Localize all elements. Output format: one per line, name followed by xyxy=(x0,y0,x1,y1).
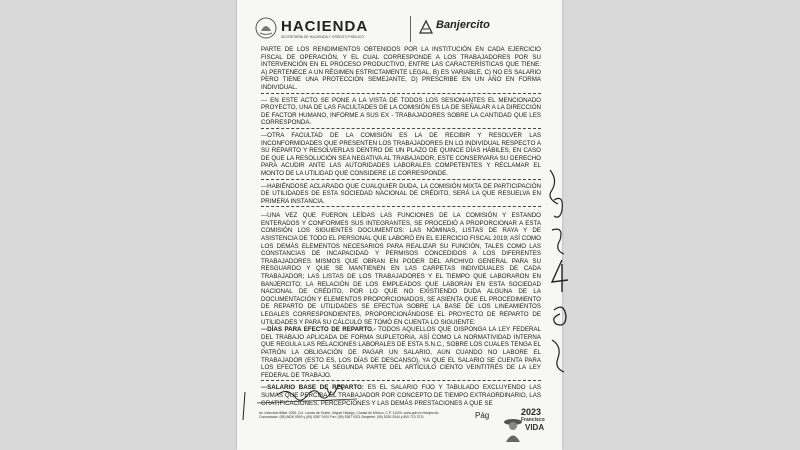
banjercito-emblem-icon xyxy=(418,19,434,35)
mexico-coat-of-arms-icon xyxy=(255,17,277,39)
footer-address xyxy=(259,411,479,420)
hacienda-logo xyxy=(255,14,405,44)
seal-vida: VIDA xyxy=(525,423,545,432)
footer-phones-line: Conmutador: (55) 5626 0500 y (55) 5387 9100 Fax: (55) 5387 9321 Banjertel: (55) 5326 3344 y 800 713 3711 xyxy=(259,415,424,420)
page-header xyxy=(255,14,545,48)
dash-separator xyxy=(261,93,541,95)
document-page xyxy=(237,0,562,450)
page-number-label: Pág xyxy=(475,411,490,420)
header-divider xyxy=(410,16,411,42)
dash-separator xyxy=(261,179,541,181)
salario-base-heading: ---SALARIO BASE DE REPARTO: xyxy=(261,384,364,392)
salario-base-text: ES EL SALARIO FIJO Y TABULADO EXCLUYENDO LAS SUMAS QUE PERCIBA EL TRABAJADOR POR CONCEPTO DE TIEMPO EXTRAORDINARIO, LAS GRATIFICACIONES, PERCEPCIONES Y LAS DEMÁS PRESTACIONES A QUE SE xyxy=(261,384,541,407)
page-footer xyxy=(259,405,559,450)
banjercito-logo xyxy=(418,19,498,43)
document-body xyxy=(261,46,541,407)
paragraph-proyecto: --- EN ESTE ACTO SE PONE A LA VISTA DE TODOS LOS SESIONANTES EL MENCIONADO PROYECTO, UNA DE LAS FACULTADES DE LA COMISIÓN ES LA DE SEÑALAR A LA DIRECCIÓN DE FACTOR HUMANO, INFORME A SUS EX - TRABAJADORES SOBRE LA CANTIDAD QUE LES CORRESPONDA. xyxy=(261,96,541,127)
dias-reparto-text: TODOS AQUELLOS QUE DISPONGA LA LEY FEDERAL DEL TRABAJO APLICADA DE FORMA SUPLETORIA, ASÍ COMO LA NORMATIVIDAD INTERNA QUE REGULA LAS RELACIONES LABORALES DE ESTA S.N.C., SOBRE LOS CUALES TENGA EL PATRÓN LA OBLIGACIÓN DE PAGAR UN SALARIO, AUN CUANDO NO LABORE EL TRABAJADOR (ESTO ES, LOS DÍAS DE DESCANSO), YA QUE EL SALARIO SE CUENTA PARA LOS EFECTOS DE LA SEGUNDA PARTE DEL ARTÍCULO CIENTO VEINTITRÉS DE LA LEY FEDERAL DE TRABAJO. xyxy=(261,326,541,379)
banjercito-name: Banjercito xyxy=(436,19,490,31)
seal-name: Francisco xyxy=(521,417,545,423)
paragraph-inconformidades: ---OTRA FACULTAD DE LA COMISIÓN ES LA DE RECIBIR Y RESOLVER LAS INCONFORMIDADES QUE PRESENTEN LOS TRABAJADORES EN LO INDIVIDUAL RESPECTO A SU REPARTO Y RESOLVERLAS DENTRO DE UN PLAZO DE QUINCE DÍAS HÁBILES, EN CASO DE QUE LA RESOLUCIÓN SEA NEGATIVA AL TRABAJADOR, ESTE CONSERVARA SU DERECHO PARA ACUDIR ANTE LAS AUTORIDADES LABORALES COMPETENTES Y RECLAMAR EL MONTO DE LA UTILIDAD QUE CONSIDERE LE CORRESPONDE. xyxy=(261,131,541,177)
handwritten-margin-notes-icon xyxy=(540,160,590,390)
paragraph-rendimientos: PARTE DE LOS RENDIMIENTOS OBTENIDOS POR LA INSTITUCIÓN EN CADA EJERCICIO FISCAL DE OPERACIÓN, Y EL CUAL CORRESPONDE A LOS TRABAJADORES POR SU INTERVENCIÓN EN EL PROCESO PRODUCTIVO, ENTRE LAS CARACTERÍSTICAS QUE TIENE: A) PERTENECE A UN RÉGIMEN ESTRICTAMENTE LEGAL, B) ES VARIABLE, C) NO ES SALARIO PERO TIENE UNA PROTECCIÓN SEMEJANTE, D) PRESCRIBE EN UN AÑO EN FORMA INDIVIDUAL. xyxy=(261,46,541,91)
paragraph-dudas: ---HABIÉNDOSE ACLARADO QUE CUALQUIER DUDA, LA COMISIÓN MIXTA DE PARTICIPACIÓN DE UTILIDADES DE ESTA SOCIEDAD NACIONAL DE CRÉDITO, SERÁ LA QUE RESUELVA EN PRIMERA INSTANCIA. xyxy=(261,182,541,205)
hacienda-subtitle: SECRETARÍA DE HACIENDA Y CRÉDITO PÚBLICO xyxy=(281,35,364,39)
dash-separator xyxy=(261,380,541,382)
paragraph-dias-reparto xyxy=(261,326,541,379)
footer-address-line: Av. Industria Militar 1055, Col. Lomas de Sotelo, Miguel Hidalgo, Ciudad de México, C.P. 11200. www.gob.mx/banjercito xyxy=(259,411,439,415)
dash-separator xyxy=(261,128,541,130)
dash-separator xyxy=(261,206,541,208)
paragraph-salario-base xyxy=(261,384,541,407)
hacienda-title: HACIENDA xyxy=(281,18,369,35)
seal-year: 2023 xyxy=(521,407,542,417)
paragraph-documentos: ---UNA VEZ QUE FUERON LEÍDAS LAS FUNCIONES DE LA COMISIÓN Y ESTANDO ENTERADOS Y CONFORMES SUS INTEGRANTES, SE PROCEDIÓ A PROPORCIONAR A ESTA COMISIÓN LOS SIGUIENTES DOCUMENTOS: LAS NÓMINAS, LISTAS DE RAYA Y DE ASISTENCIA DE TODO EL PERSONAL QUE LABORÓ EN EL EJERCICIO FISCAL 2019; ASÍ COMO LOS DEMÁS ELEMENTOS NECESARIOS PARA REALIZAR SU FUNCIÓN, TALES COMO LAS CONSTANCIAS DE INCAPACIDAD Y PERMISOS CONCEDIDOS A LOS DIFERENTES TRABAJADORES MISMOS QUE OBRAN EN PODER DEL ARCHIVO GENERAL PARA SU RESGUARDO Y QUE SE MANTIENEN EN LAS CARPETAS INDIVIDUALES DE CADA TRABAJADOR; LAS LISTAS DE LOS TRABAJADORES Y EL TIEMPO QUE LABORARON EN BANJERCITO; LA RELACIÓN DE LOS EMPLEADOS QUE LABORAN EN ESTA SOCIEDAD NACIONAL DE CRÉDITO, POR LO QUE NO EXISTIENDO DUDA ALGUNA DE LA DOCUMENTACIÓN Y ELEMENTOS PROPORCIONADOS, SE ASIENTA QUE EL PROCEDIMIENTO DE REPARTO DE UTILIDADES SE EFECTÚA SOBRE LA BASE DE LOS LINEAMIENTOS LEGALES CORRESPONDIENTES, PROPORCIONÁNDOSE EL PROYECTO DE REPARTO DE UTILIDADES Y PARA SU CÁLCULO SE TOMÓ EN CUENTA LO SIGUIENTE: xyxy=(261,212,541,326)
francisco-villa-portrait-icon xyxy=(503,415,523,443)
dias-reparto-heading: ---DÍAS PARA EFECTO DE REPARTO.- xyxy=(261,326,376,334)
